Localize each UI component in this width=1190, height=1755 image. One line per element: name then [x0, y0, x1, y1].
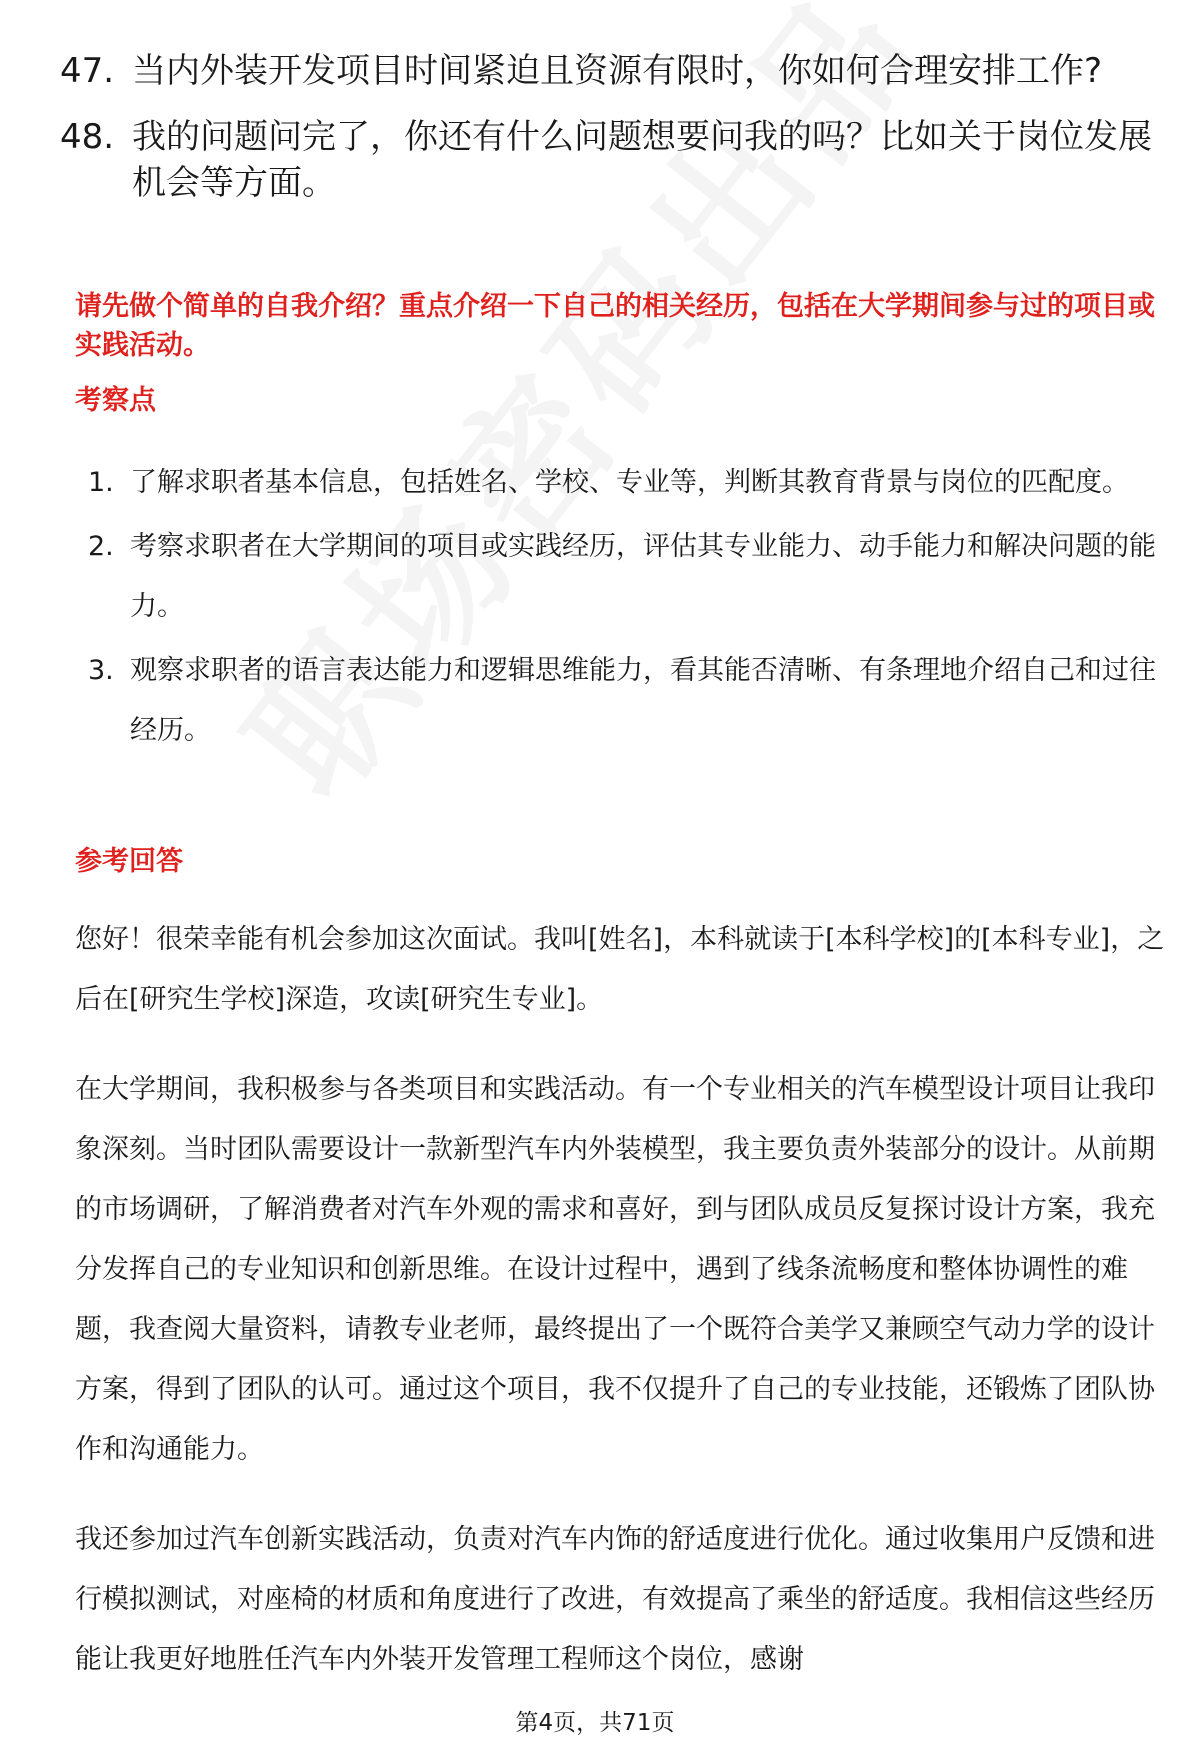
question-list [0, 48, 1190, 226]
list-item-text: 考察求职者在大学期间的项目或实践经历，评估其专业能力、动手能力和解决问题的能力。 [130, 531, 1156, 622]
question-item-48 [0, 114, 1190, 206]
question-number: 47. [60, 51, 115, 91]
answer-paragraph: 您好！很荣幸能有机会参加这次面试。我叫[姓名]，本科就读于[本科学校]的[本科专业]，之后在[研究生学校]深造，攻读[研究生专业]。 [75, 924, 1165, 1015]
question-text: 当内外装开发项目时间紧迫且资源有限时，你如何合理安排工作? [132, 51, 1103, 91]
list-item [0, 641, 1190, 761]
section-title-reference-answer: 参考回答 [75, 846, 183, 877]
list-item [0, 517, 1190, 637]
list-item-number: 1. [88, 467, 114, 498]
answer-paragraph: 在大学期间，我积极参与各类项目和实践活动。有一个专业相关的汽车模型设计项目让我印象深刻。当时团队需要设计一款新型汽车内外装模型，我主要负责外装部分的设计。从前期的市场调研，了解消费者对汽车外观的需求和喜好，到与团队成员反复探讨设计方案，我充分发挥自己的专业知识和创新思维。在设计过程中，遇到了线条流畅度和整体协调性的难题，我查阅大量资料，请教专业老师，最终提出了一个既符合美学又兼顾空气动力学的设计方案，得到了团队的认可。通过这个项目，我不仅提升了自己的专业技能，还锻炼了团队协作和沟通能力。 [75, 1074, 1155, 1465]
list-item [0, 453, 1190, 513]
list-item-number: 2. [88, 531, 114, 562]
question-item-47 [0, 48, 1190, 94]
list-item-text: 观察求职者的语言表达能力和逻辑思维能力，看其能否清晰、有条理地介绍自己和过往经历。 [130, 655, 1156, 746]
main-question-heading: 请先做个简单的自我介绍？重点介绍一下自己的相关经历，包括在大学期间参与过的项目或实践活动。 [75, 291, 1155, 361]
reference-answer-body [75, 910, 1165, 1720]
section-title-assessment-points: 考察点 [75, 385, 156, 416]
list-item-number: 3. [88, 655, 114, 686]
page-footer: 第4页，共71页 [515, 1710, 675, 1736]
answer-paragraph: 我还参加过汽车创新实践活动，负责对汽车内饰的舒适度进行优化。通过收集用户反馈和进行模拟测试，对座椅的材质和角度进行了改进，有效提高了乘坐的舒适度。我相信这些经历能让我更好地胜任汽车内外装开发管理工程师这个岗位，感谢 [75, 1524, 1155, 1675]
question-text: 我的问题问完了，你还有什么问题想要问我的吗？比如关于岗位发展机会等方面。 [132, 117, 1152, 203]
question-number: 48. [60, 117, 115, 157]
assessment-points-list [0, 453, 1190, 765]
list-item-text: 了解求职者基本信息，包括姓名、学校、专业等，判断其教育背景与岗位的匹配度。 [130, 467, 1129, 498]
